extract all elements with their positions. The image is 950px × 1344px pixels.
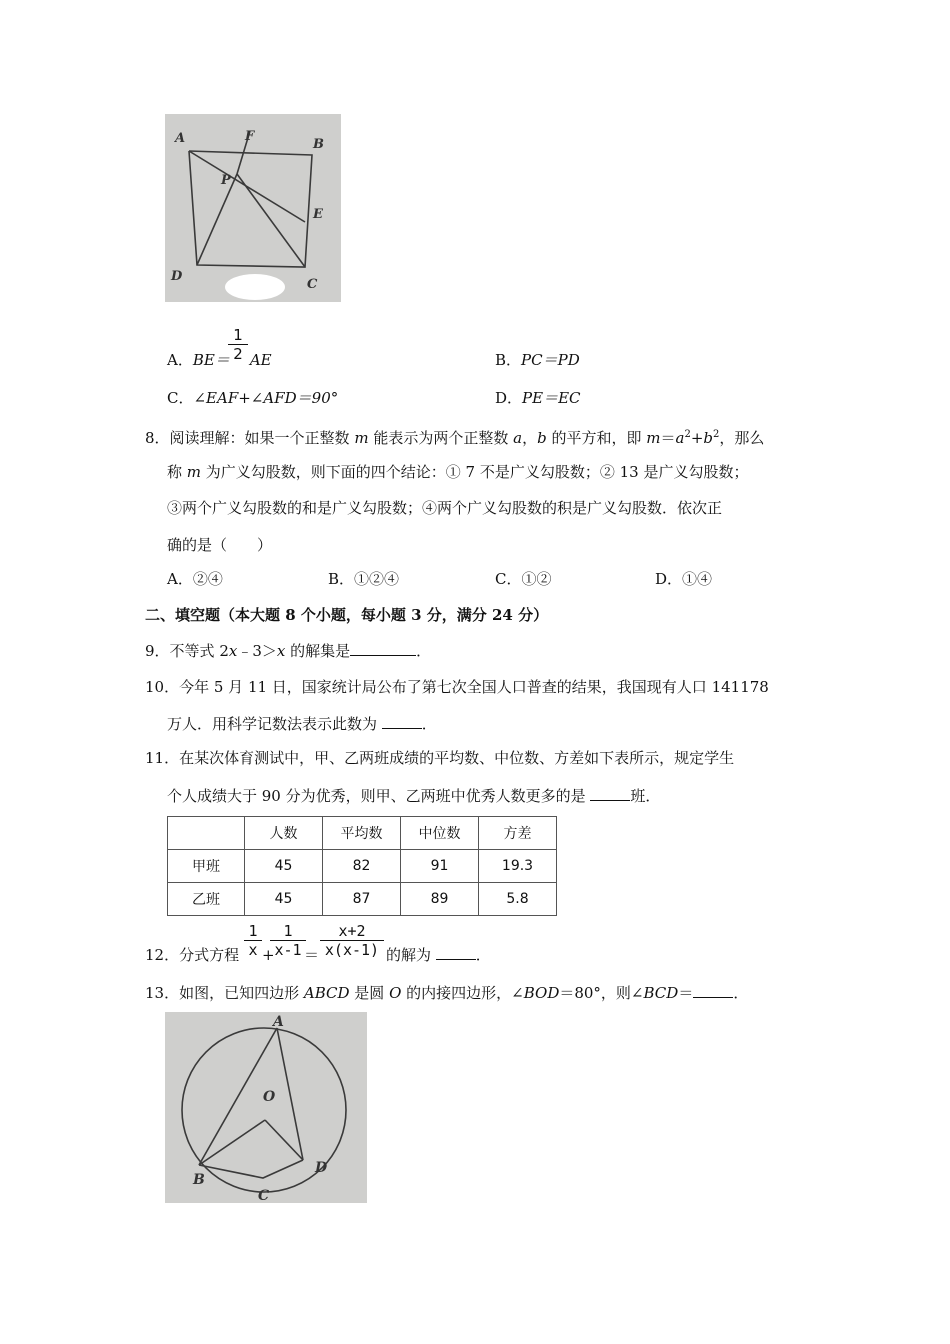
q12-fraction-3: $\frac{x+2}{x(x-1)}$ — [320, 922, 384, 959]
label-p: P — [221, 173, 231, 188]
q8-line-3: ③两个广义勾股数的和是广义勾股数；④两个广义勾股数的积是广义勾股数．依次正 — [167, 499, 723, 517]
table-cell: 91 — [401, 850, 479, 883]
q12-equals: ＝ — [304, 946, 320, 964]
table-header-cell: 平均数 — [323, 817, 401, 850]
q8-option-c: C．①② — [495, 570, 552, 588]
label-a: A — [273, 1014, 284, 1030]
q8-option-d: D．①④ — [655, 570, 713, 588]
label-o: O — [263, 1089, 276, 1105]
table-cell: 乙班 — [168, 883, 245, 916]
label-a: A — [175, 131, 186, 146]
label-e: E — [313, 207, 323, 222]
q9: 9．不等式 2x﹣3＞x 的解集是 ． — [145, 642, 432, 660]
circle-quadrilateral-diagram — [165, 1012, 367, 1203]
label-b: B — [193, 1172, 205, 1188]
label-c: C — [258, 1188, 270, 1203]
section-2-title: 二、填空题（本大题 8 个小题，每小题 3 分，满分 24 分） — [145, 606, 549, 624]
q7-option-a-fraction: $\frac{1}{2}$ — [228, 326, 248, 363]
table-header-cell: 中位数 — [401, 817, 479, 850]
table-cell: 19.3 — [479, 850, 557, 883]
q8-option-a: A．②④ — [167, 570, 223, 588]
table-header-cell — [168, 817, 245, 850]
label-c: C — [307, 277, 318, 292]
table-header-row — [168, 817, 557, 850]
table-cell: 82 — [323, 850, 401, 883]
table-row — [168, 883, 557, 916]
q12-fraction-1: $\frac{1}{x}$ — [244, 922, 262, 959]
q13-answer-blank[interactable] — [693, 983, 733, 998]
table-header-cell: 方差 — [479, 817, 557, 850]
q12-number: 12．分式方程 — [145, 946, 240, 964]
q8-line-4: 确的是（ ） — [167, 536, 273, 554]
q10-line-2: 万人．用科学记数法表示此数为 ． — [167, 715, 437, 733]
q7-option-b: B．PC＝PD — [495, 351, 580, 369]
q11-line-2: 个人成绩大于 90 分为优秀，则甲、乙两班中优秀人数更多的是 班． — [167, 787, 661, 805]
table-cell: 89 — [401, 883, 479, 916]
table-cell: 5.8 — [479, 883, 557, 916]
q12-tail: 的解为 ． — [386, 946, 491, 964]
q9-answer-blank[interactable] — [350, 641, 416, 656]
q12-plus: + — [262, 946, 275, 964]
q12-answer-blank[interactable] — [436, 945, 476, 960]
q13: 13．如图，已知四边形 ABCD 是圆 O 的内接四边形，∠BOD＝80°，则∠BCD＝ ． — [145, 984, 749, 1002]
q7-option-c: C．∠EAF+∠AFD＝90° — [167, 389, 339, 407]
label-d: D — [315, 1160, 328, 1176]
q11-table — [167, 816, 557, 916]
label-b: B — [313, 137, 324, 152]
q11-line-1: 11．在某次体育测试中，甲、乙两班成绩的平均数、中位数、方差如下表所示，规定学生 — [145, 749, 735, 767]
table-cell: 45 — [245, 883, 323, 916]
table-cell: 45 — [245, 850, 323, 883]
q7-option-d: D．PE＝EC — [495, 389, 581, 407]
q7-figure — [165, 114, 341, 302]
q12-fraction-2: $\frac{1}{x-1}$ — [270, 922, 306, 959]
square-abcd-diagram — [165, 114, 341, 302]
table-row — [168, 850, 557, 883]
q8-line-2: 称 m 为广义勾股数，则下面的四个结论：① 7 不是广义勾股数；② 13 是广义勾股数； — [167, 463, 749, 481]
label-f: F — [245, 129, 255, 144]
label-d: D — [171, 269, 183, 284]
q7-option-a: A．BE＝ AE — [167, 351, 272, 369]
q8-option-b: B．①②④ — [328, 570, 400, 588]
table-cell: 甲班 — [168, 850, 245, 883]
table-cell: 87 — [323, 883, 401, 916]
q13-figure — [165, 1012, 367, 1203]
table-header-cell: 人数 — [245, 817, 323, 850]
q8-line-1: 8．阅读理解：如果一个正整数 m 能表示为两个正整数 a，b 的平方和，即 $m=a^2+b^2$，那么 — [145, 429, 765, 447]
q10-answer-blank[interactable] — [382, 714, 422, 729]
q10-line-1: 10．今年 5 月 11 日，国家统计局公布了第七次全国人口普查的结果，我国现有人口 141178 — [145, 678, 769, 696]
q11-answer-blank[interactable] — [590, 786, 630, 801]
